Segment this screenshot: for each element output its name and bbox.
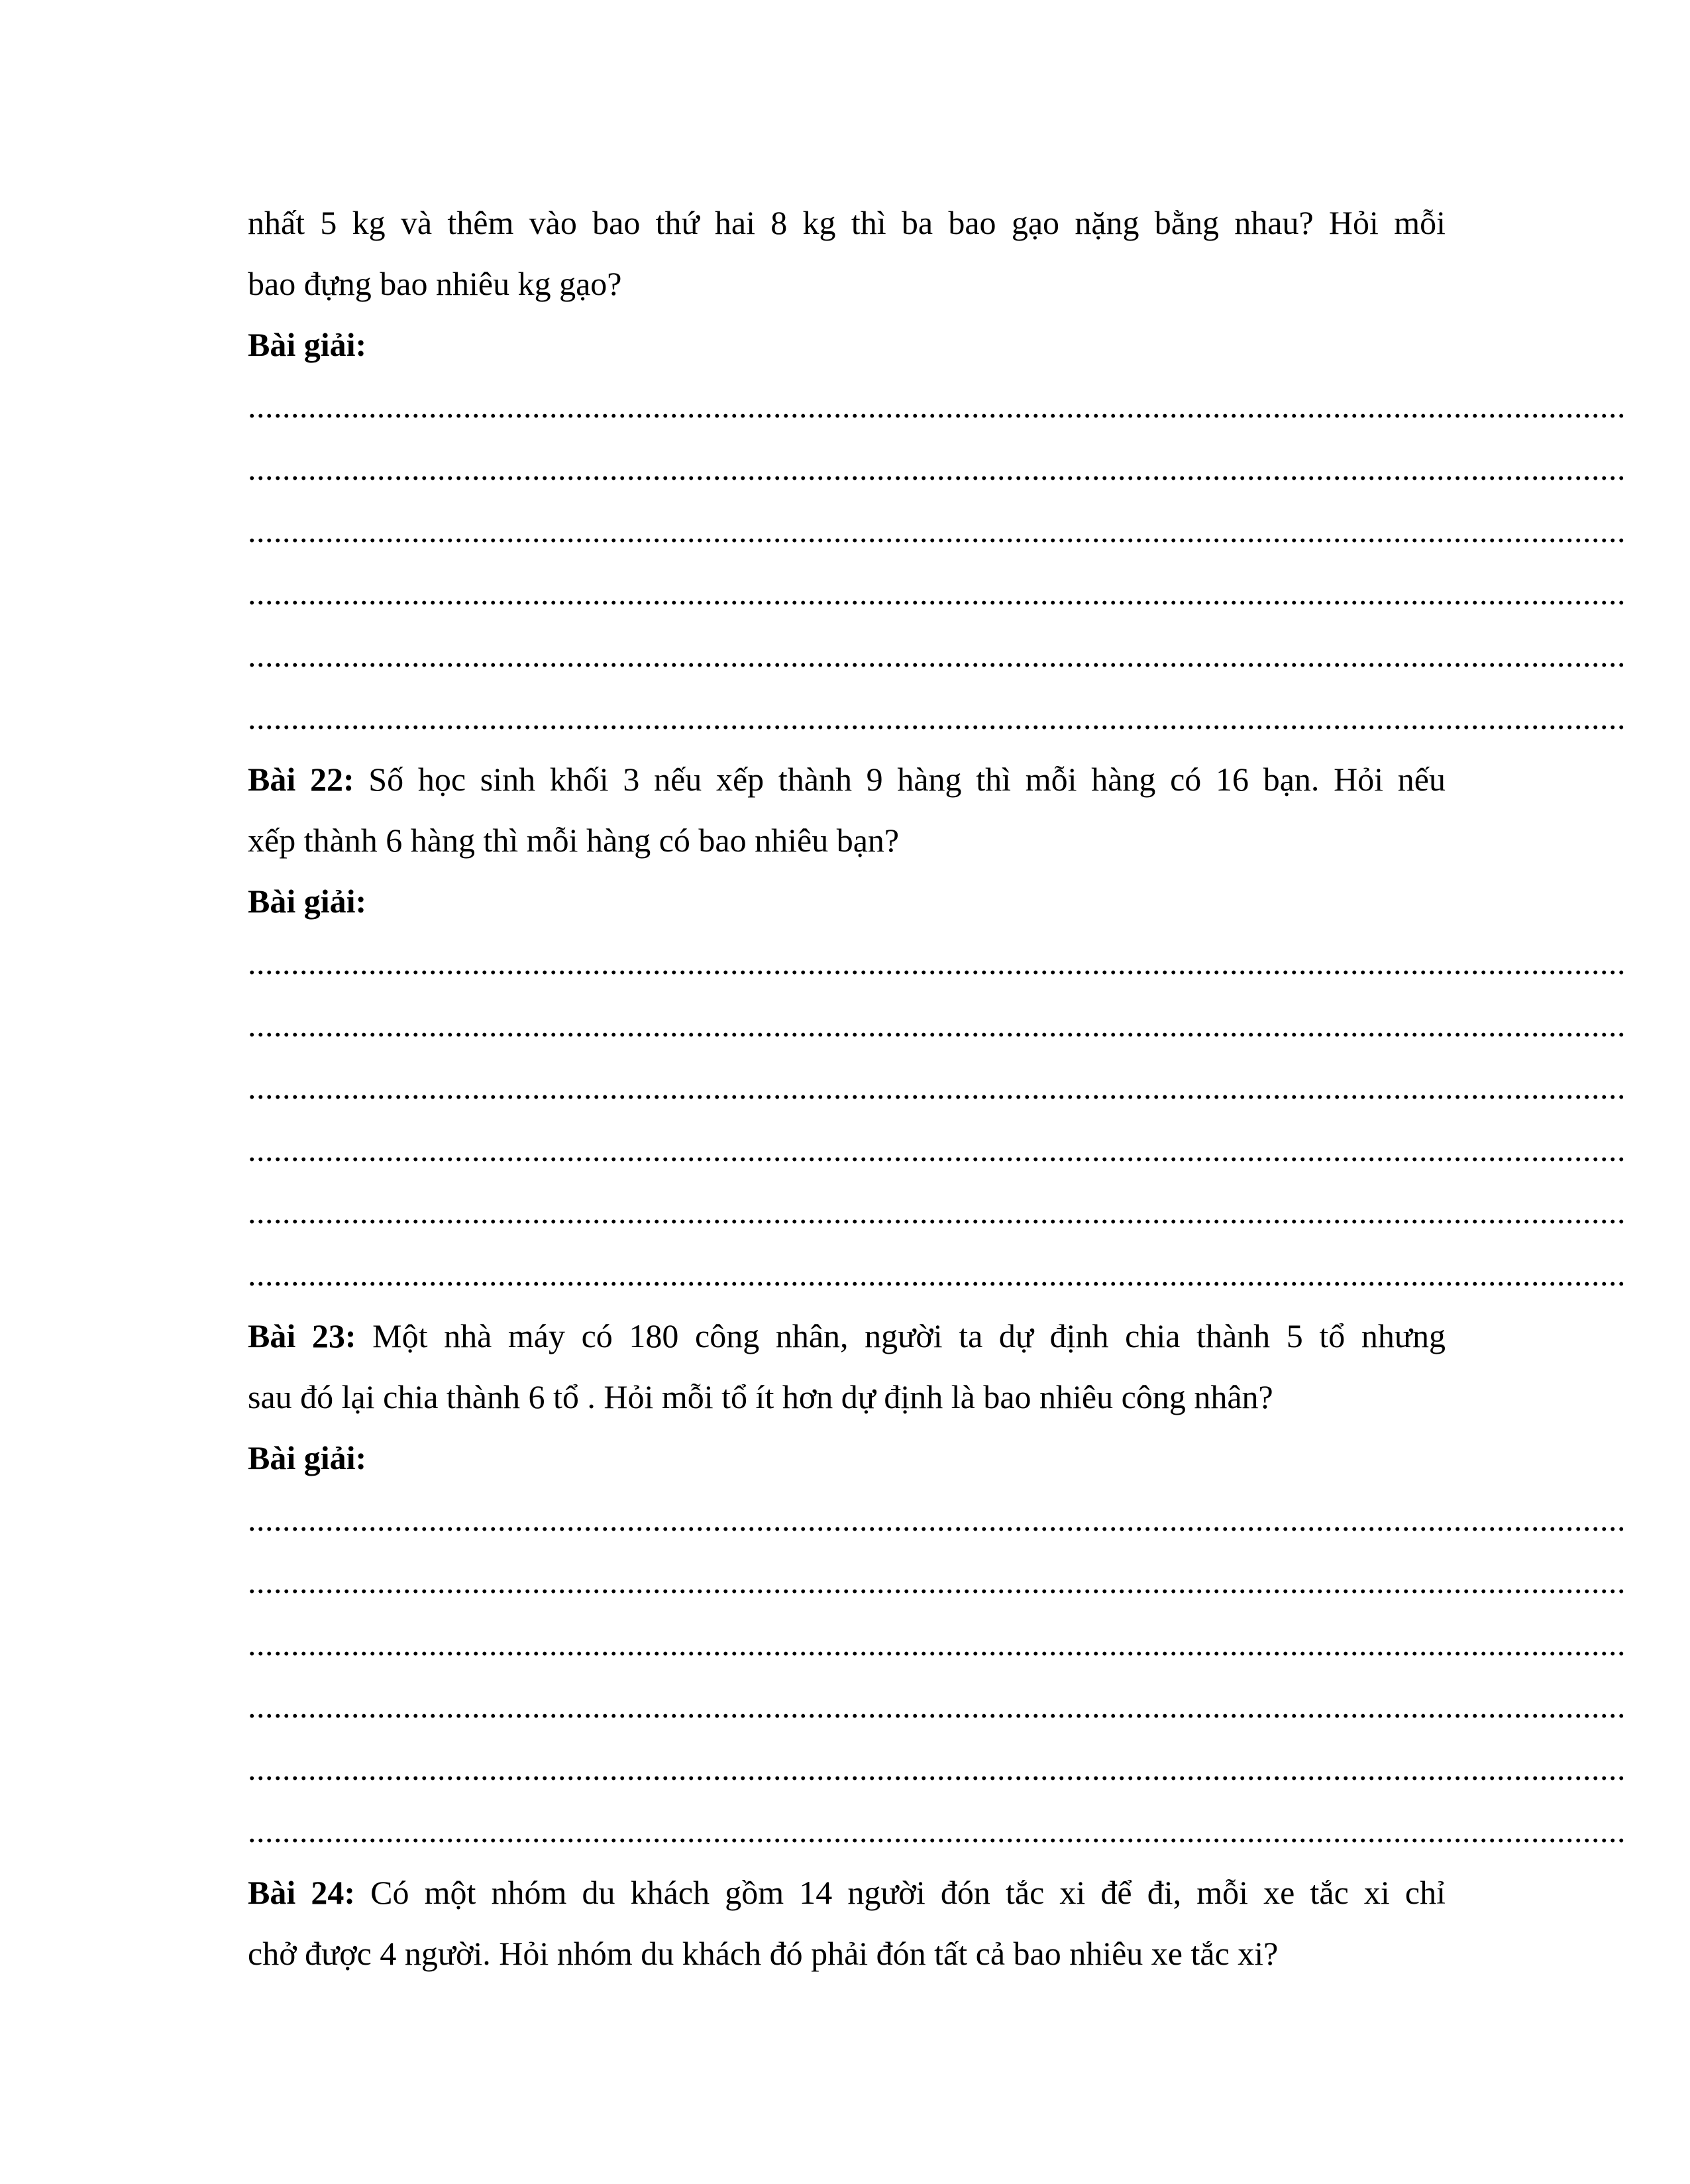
solution-label: Bài giải:	[248, 326, 367, 363]
problem-text-line: bao đựng bao nhiêu kg gạo?	[248, 265, 622, 302]
answer-dotted-line: ................................................................................................................................................................	[248, 450, 1626, 487]
answer-dotted-line: ................................................................................................................................................................	[248, 1563, 1626, 1600]
problem-23-text	[248, 1305, 1446, 1366]
problem-24-label: Bài 24:	[248, 1874, 356, 1911]
problem-24-line2: chở được 4 người. Hỏi nhóm du khách đó phải đón tất cả bao nhiêu xe tắc xi?	[248, 1935, 1279, 1972]
solution-label: Bài giải:	[248, 1439, 367, 1476]
answer-dotted-line: ................................................................................................................................................................	[248, 1688, 1626, 1725]
answer-dotted-line: ................................................................................................................................................................	[248, 637, 1626, 674]
answer-dotted-line: ................................................................................................................................................................	[248, 574, 1626, 612]
answer-dotted-line: ................................................................................................................................................................	[248, 1131, 1626, 1168]
answer-dotted-line: ................................................................................................................................................................	[248, 1069, 1626, 1106]
answer-dotted-line: ................................................................................................................................................................	[248, 1256, 1626, 1293]
problem-22-line2: xếp thành 6 hàng thì mỗi hàng có bao nhiêu bạn?	[248, 822, 900, 859]
problem-22-text	[248, 749, 1446, 810]
answer-dotted-line: ................................................................................................................................................................	[248, 1501, 1626, 1538]
problem-23-label: Bài 23:	[248, 1317, 356, 1354]
answer-dotted-line: ................................................................................................................................................................	[248, 1625, 1626, 1663]
problem-text-line: nhất 5 kg và thêm vào bao thứ hai 8 kg thì ba bao gạo nặng bằng nhau? Hỏi mỗi	[248, 204, 1446, 241]
problem-24-text	[248, 1862, 1446, 1923]
answer-dotted-line: ................................................................................................................................................................	[248, 388, 1626, 425]
problem-22-line1: Số học sinh khối 3 nếu xếp thành 9 hàng thì mỗi hàng có 16 bạn. Hỏi nếu	[354, 761, 1446, 798]
answer-dotted-line: ................................................................................................................................................................	[248, 1750, 1626, 1787]
problem-23-line2: sau đó lại chia thành 6 tổ . Hỏi mỗi tổ ít hơn dự định là bao nhiêu công nhân?	[248, 1378, 1273, 1415]
solution-label: Bài giải:	[248, 883, 367, 920]
answer-dotted-line: ................................................................................................................................................................	[248, 699, 1626, 736]
answer-dotted-line: ................................................................................................................................................................	[248, 1007, 1626, 1044]
problem-24-line1: Có một nhóm du khách gồm 14 người đón tắc xi để đi, mỗi xe tắc xi chỉ	[355, 1874, 1446, 1911]
answer-dotted-line: ................................................................................................................................................................	[248, 1812, 1626, 1849]
answer-dotted-line: ................................................................................................................................................................	[248, 944, 1626, 981]
answer-dotted-line: ................................................................................................................................................................	[248, 512, 1626, 549]
answer-dotted-line: ................................................................................................................................................................	[248, 1193, 1626, 1230]
problem-23-line1: Một nhà máy có 180 công nhân, người ta dự định chia thành 5 tổ nhưng	[356, 1317, 1446, 1354]
worksheet-page	[248, 192, 1626, 1984]
problem-22-label: Bài 22:	[248, 761, 354, 798]
